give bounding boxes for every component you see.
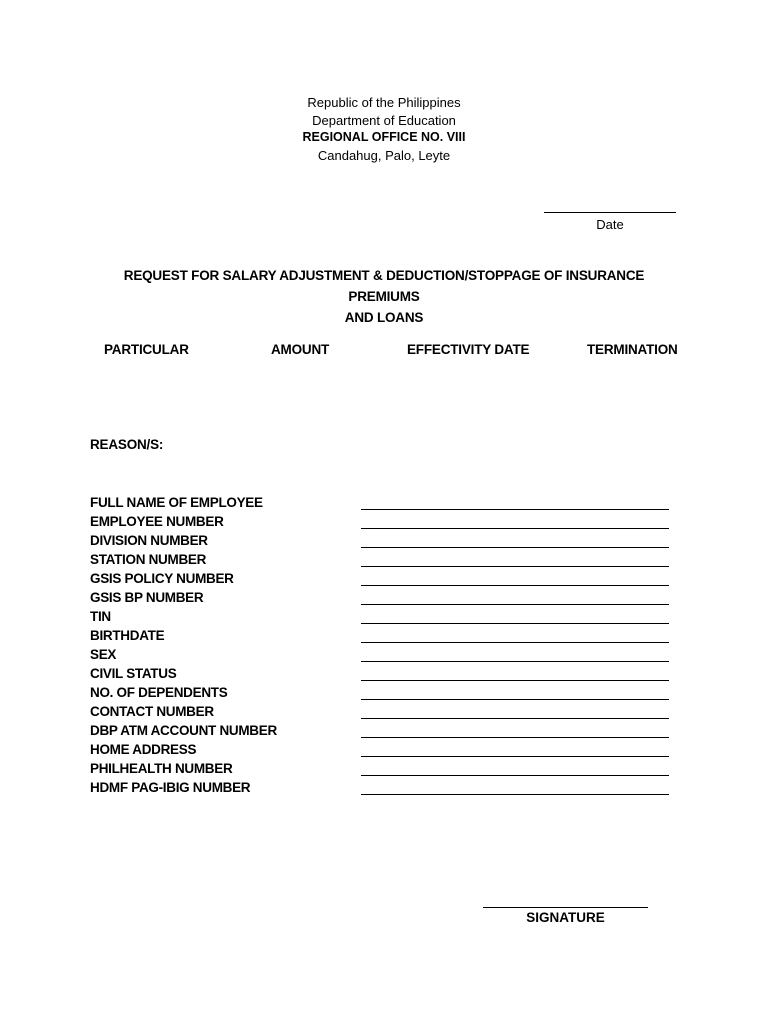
field-label: PHILHEALTH NUMBER (90, 761, 233, 776)
date-blank-line[interactable] (544, 200, 676, 213)
field-row (90, 665, 690, 684)
field-blank-line[interactable] (361, 604, 669, 605)
field-row (90, 551, 690, 570)
field-row (90, 589, 690, 608)
form-title-line1: REQUEST FOR SALARY ADJUSTMENT & DEDUCTION/STOPPAGE OF INSURANCE PREMIUMS (123, 268, 645, 304)
field-row (90, 494, 690, 513)
letterhead-office: REGIONAL OFFICE NO. VIII (302, 130, 466, 144)
form-title (90, 265, 678, 328)
field-label: SEX (90, 647, 117, 662)
field-label: DBP ATM ACCOUNT NUMBER (90, 723, 277, 738)
field-row (90, 722, 690, 741)
signature-blank-line[interactable] (483, 895, 648, 908)
field-label: CIVIL STATUS (90, 666, 177, 681)
field-row (90, 570, 690, 589)
field-label: EMPLOYEE NUMBER (90, 514, 224, 529)
field-blank-line[interactable] (361, 585, 669, 586)
field-label: GSIS POLICY NUMBER (90, 571, 234, 586)
column-header-effectivity-date: EFFECTIVITY DATE (407, 342, 530, 357)
reason-label: REASON/S: (90, 437, 164, 452)
field-blank-line[interactable] (361, 661, 669, 662)
field-row (90, 703, 690, 722)
column-header-termination: TERMINATION (587, 342, 678, 357)
field-blank-line[interactable] (361, 642, 669, 643)
field-blank-line[interactable] (361, 775, 669, 776)
letterhead-department: Department of Education (312, 112, 456, 128)
field-row (90, 627, 690, 646)
field-blank-line[interactable] (361, 756, 669, 757)
field-label: GSIS BP NUMBER (90, 590, 204, 605)
field-blank-line[interactable] (361, 528, 669, 529)
letterhead-country: Republic of the Philippines (307, 95, 461, 110)
field-blank-line[interactable] (361, 509, 669, 510)
field-row (90, 532, 690, 551)
field-blank-line[interactable] (361, 737, 669, 738)
field-row (90, 741, 690, 760)
field-blank-line[interactable] (361, 794, 669, 795)
field-blank-line[interactable] (361, 699, 669, 700)
field-blank-line[interactable] (361, 718, 669, 719)
signature-label: SIGNATURE (526, 910, 605, 925)
field-row (90, 760, 690, 779)
letterhead-address: Candahug, Palo, Leyte (317, 147, 451, 163)
date-field (544, 200, 676, 232)
field-label: FULL NAME OF EMPLOYEE (90, 495, 263, 510)
employee-fields (90, 494, 690, 798)
field-blank-line[interactable] (361, 566, 669, 567)
field-label: BIRTHDATE (90, 628, 165, 643)
form-title-line2: AND LOANS (344, 310, 424, 325)
letterhead (0, 94, 768, 164)
field-blank-line[interactable] (361, 623, 669, 624)
field-label: HOME ADDRESS (90, 742, 197, 757)
field-row (90, 646, 690, 665)
field-label: STATION NUMBER (90, 552, 207, 567)
field-row (90, 608, 690, 627)
field-blank-line[interactable] (361, 680, 669, 681)
signature-field (483, 895, 648, 925)
field-label: CONTACT NUMBER (90, 704, 214, 719)
field-row (90, 513, 690, 532)
column-header-amount: AMOUNT (271, 342, 330, 357)
date-label: Date (596, 217, 624, 232)
field-label: DIVISION NUMBER (90, 533, 208, 548)
field-label: NO. OF DEPENDENTS (90, 685, 228, 700)
field-label: HDMF PAG-IBIG NUMBER (90, 780, 251, 795)
column-header-particular: PARTICULAR (104, 342, 189, 357)
field-row (90, 779, 690, 798)
field-label: TIN (90, 609, 111, 624)
field-row (90, 684, 690, 703)
field-blank-line[interactable] (361, 547, 669, 548)
